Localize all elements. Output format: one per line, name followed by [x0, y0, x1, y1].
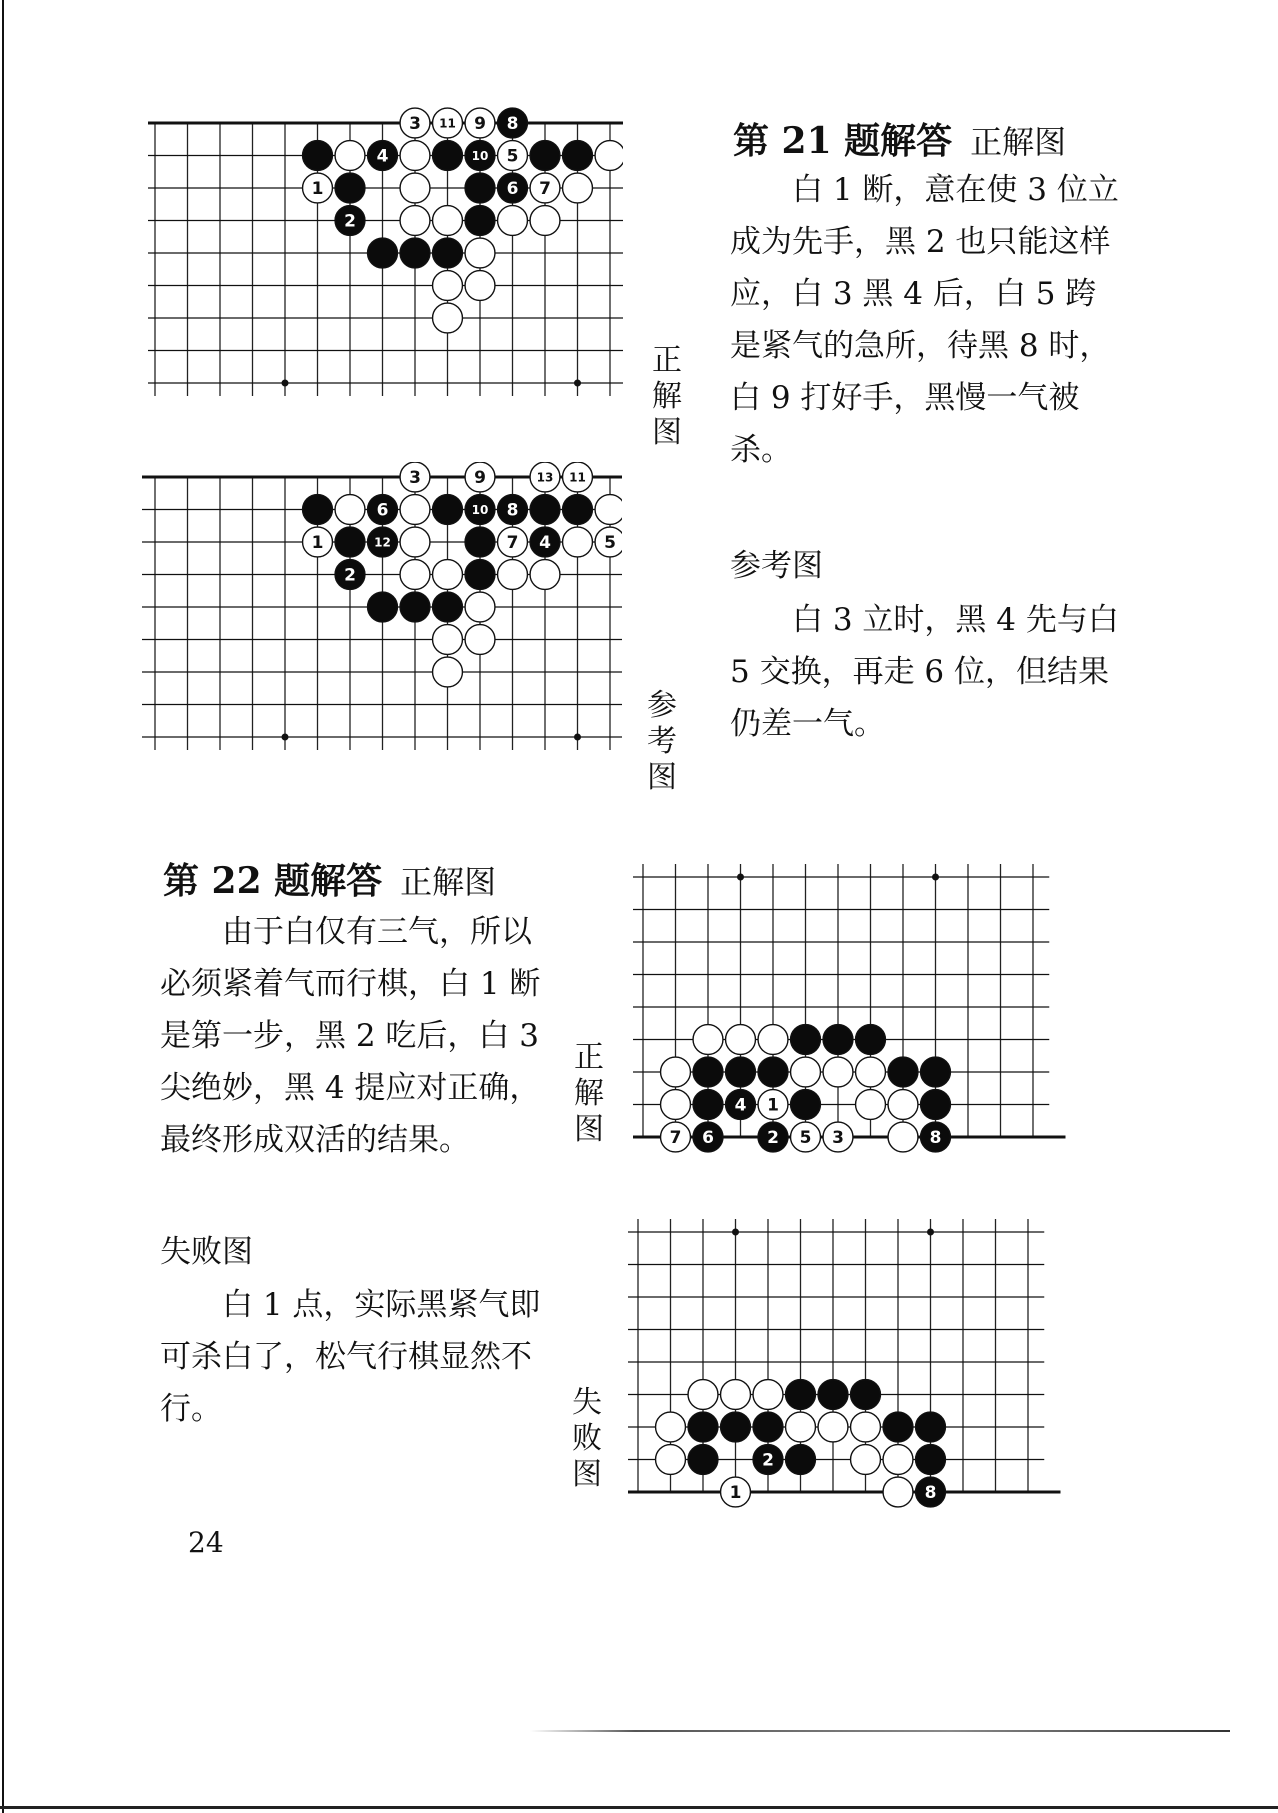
star-point: [932, 874, 939, 881]
black-stone: [335, 173, 365, 203]
move-number: 1: [311, 533, 324, 553]
white-stone: [530, 173, 560, 203]
white-stone: [303, 527, 333, 557]
black-stone: [368, 238, 398, 268]
star-point: [282, 734, 289, 741]
move-number: 2: [762, 1450, 774, 1471]
black-stone: [368, 527, 398, 557]
black-stone: [921, 1122, 951, 1152]
move-number: 2: [767, 1128, 779, 1148]
move-number: 9: [474, 468, 486, 488]
diagram-label-21-solution: 正 解 图: [652, 343, 682, 450]
black-stone: [726, 1090, 756, 1120]
black-stone: [921, 1057, 951, 1087]
black-stone: [758, 1057, 788, 1087]
page-border-left: [2, 0, 4, 1813]
move-number: 1: [311, 179, 324, 199]
white-stone: [400, 173, 430, 203]
white-stone: [498, 141, 528, 171]
black-stone: [921, 1090, 951, 1120]
black-stone: [688, 1412, 718, 1442]
white-stone: [530, 462, 560, 492]
black-stone: [563, 141, 593, 171]
subheading-reference-diagram: 参考图: [730, 548, 823, 584]
move-number: 12: [374, 535, 391, 550]
white-stone: [726, 1025, 756, 1055]
white-stone: [595, 527, 622, 557]
black-stone: [726, 1057, 756, 1087]
scan-artifact-line: [530, 1730, 1230, 1732]
move-number: 8: [506, 114, 519, 134]
move-number: 3: [409, 114, 421, 134]
white-stone: [721, 1380, 751, 1410]
black-stone: [400, 238, 430, 268]
white-stone: [595, 141, 623, 171]
move-number: 8: [929, 1128, 942, 1148]
black-stone: [688, 1445, 718, 1475]
white-stone: [786, 1412, 816, 1442]
black-stone: [465, 173, 495, 203]
black-stone: [303, 141, 333, 171]
white-stone: [791, 1057, 821, 1087]
move-number: 5: [604, 533, 616, 553]
move-number: 13: [536, 470, 554, 485]
white-stone: [693, 1025, 723, 1055]
star-point: [282, 380, 289, 387]
white-stone: [433, 108, 463, 138]
move-number: 2: [344, 565, 356, 586]
white-stone: [656, 1445, 686, 1475]
white-stone: [498, 527, 528, 557]
move-number: 7: [669, 1128, 682, 1148]
move-number: 1: [767, 1095, 779, 1116]
white-stone: [465, 238, 495, 268]
go-board-21-reference: [142, 462, 622, 792]
white-stone: [595, 495, 622, 525]
page-number: 24: [188, 1526, 224, 1559]
white-stone: [851, 1412, 881, 1442]
black-stone: [530, 527, 560, 557]
move-number: 5: [506, 146, 519, 167]
star-point: [927, 1229, 934, 1236]
white-stone: [758, 1090, 788, 1120]
white-stone: [400, 462, 430, 492]
white-stone: [656, 1412, 686, 1442]
black-stone: [465, 141, 495, 171]
black-stone: [530, 495, 560, 525]
white-stone: [823, 1057, 853, 1087]
move-number: 4: [539, 533, 551, 553]
white-stone: [823, 1122, 853, 1152]
move-number: 7: [539, 179, 551, 199]
diagram-label-22-solution: 正 解 图: [574, 1040, 604, 1147]
move-number: 6: [506, 179, 519, 199]
black-stone: [368, 141, 398, 171]
white-stone: [661, 1057, 691, 1087]
black-stone: [433, 141, 463, 171]
white-stone: [433, 303, 463, 333]
black-stone: [465, 495, 495, 525]
white-stone: [498, 206, 528, 236]
black-stone: [465, 560, 495, 590]
black-stone: [530, 141, 560, 171]
white-stone: [335, 495, 365, 525]
black-stone: [753, 1445, 783, 1475]
white-stone: [465, 271, 495, 301]
black-stone: [368, 495, 398, 525]
heading-problem-22: 第 22 题解答 正解图: [163, 860, 497, 902]
move-number: 10: [471, 503, 489, 517]
white-stone: [888, 1122, 918, 1152]
white-stone: [400, 108, 430, 138]
white-stone: [851, 1445, 881, 1475]
black-stone: [465, 527, 495, 557]
black-stone: [433, 592, 463, 622]
white-stone: [856, 1090, 886, 1120]
move-number: 11: [439, 116, 456, 131]
black-stone: [303, 495, 333, 525]
black-stone: [368, 592, 398, 622]
black-stone: [693, 1057, 723, 1087]
move-number: 6: [702, 1128, 714, 1148]
white-stone: [791, 1122, 821, 1152]
black-stone: [758, 1122, 788, 1152]
white-stone: [721, 1477, 751, 1507]
white-stone: [433, 657, 463, 687]
black-stone: [721, 1412, 751, 1442]
white-stone: [400, 141, 430, 171]
white-stone: [818, 1412, 848, 1442]
move-number: 11: [569, 470, 586, 485]
black-stone: [786, 1445, 816, 1475]
black-stone: [335, 560, 365, 590]
star-point: [732, 1229, 739, 1236]
white-stone: [563, 173, 593, 203]
white-stone: [530, 560, 560, 590]
black-stone: [335, 527, 365, 557]
white-stone: [433, 560, 463, 590]
diagram-label-22-failure: 失 败 图: [572, 1385, 602, 1492]
black-stone: [563, 495, 593, 525]
black-stone: [791, 1090, 821, 1120]
white-stone: [400, 206, 430, 236]
black-stone: [400, 592, 430, 622]
black-stone: [693, 1122, 723, 1152]
go-board-21-solution: [148, 105, 623, 435]
move-number: 8: [506, 500, 519, 521]
white-stone: [400, 560, 430, 590]
white-stone: [753, 1380, 783, 1410]
black-stone: [791, 1025, 821, 1055]
subheading-failure-diagram: 失败图: [160, 1234, 253, 1270]
move-number: 10: [471, 149, 489, 163]
white-stone: [883, 1445, 913, 1475]
white-stone: [758, 1025, 788, 1055]
heading-problem-21: 第 21 题解答 正解图: [733, 120, 1067, 162]
white-stone: [465, 108, 495, 138]
go-board-22-solution: [633, 830, 1113, 1160]
black-stone: [818, 1380, 848, 1410]
move-number: 1: [729, 1483, 742, 1503]
black-stone: [888, 1057, 918, 1087]
answer-text-22: 由于白仅有三气，所以必须紧着气而行棋，白 1 断是第一步，黑 2 吃后，白 3 尖绝妙，黑 4 提应对正确，最终形成双活的结果。: [160, 914, 541, 1158]
black-stone: [916, 1412, 946, 1442]
white-stone: [400, 495, 430, 525]
star-point: [737, 874, 744, 881]
black-stone: [916, 1477, 946, 1507]
white-stone: [465, 462, 495, 492]
white-stone: [303, 173, 333, 203]
black-stone: [823, 1025, 853, 1055]
move-number: 8: [924, 1483, 937, 1503]
white-stone: [563, 462, 593, 492]
star-point: [574, 734, 581, 741]
black-stone: [916, 1445, 946, 1475]
black-stone: [433, 238, 463, 268]
move-number: 3: [409, 468, 421, 488]
white-stone: [688, 1380, 718, 1410]
white-stone: [400, 527, 430, 557]
white-stone: [530, 206, 560, 236]
white-stone: [433, 206, 463, 236]
move-number: 2: [344, 211, 356, 232]
move-number: 3: [832, 1128, 844, 1148]
white-stone: [465, 592, 495, 622]
white-stone: [433, 271, 463, 301]
diagram-label-21-reference: 参 考 图: [647, 688, 677, 795]
black-stone: [498, 495, 528, 525]
black-stone: [465, 206, 495, 236]
star-point: [574, 380, 581, 387]
black-stone: [498, 173, 528, 203]
move-number: 9: [474, 114, 486, 134]
black-stone: [335, 206, 365, 236]
black-stone: [693, 1090, 723, 1120]
failure-text-22: 白 1 点，实际黑紧气即可杀白了，松气行棋显然不行。: [160, 1287, 541, 1427]
move-number: 7: [506, 533, 519, 553]
black-stone: [851, 1380, 881, 1410]
page-border-bottom: [0, 1806, 1278, 1809]
black-stone: [856, 1025, 886, 1055]
white-stone: [888, 1090, 918, 1120]
white-stone: [661, 1090, 691, 1120]
white-stone: [465, 625, 495, 655]
black-stone: [433, 495, 463, 525]
black-stone: [753, 1412, 783, 1442]
white-stone: [856, 1057, 886, 1087]
move-number: 5: [799, 1128, 812, 1148]
answer-text-21: 白 1 断，意在使 3 位立成为先手，黑 2 也只能这样应，白 3 黑 4 后，白 5 跨是紧气的急所，待黑 8 时，白 9 打好手，黑慢一气被杀。: [730, 172, 1119, 468]
black-stone: [786, 1380, 816, 1410]
white-stone: [498, 560, 528, 590]
white-stone: [433, 625, 463, 655]
move-number: 6: [376, 500, 389, 521]
move-number: 4: [376, 146, 389, 167]
reference-text-21: 白 3 立时，黑 4 先与白 5 交换，再走 6 位，但结果仍差一气。: [730, 602, 1119, 742]
white-stone: [661, 1122, 691, 1152]
black-stone: [498, 108, 528, 138]
go-board-22-failure: [628, 1185, 1113, 1515]
white-stone: [563, 527, 593, 557]
white-stone: [883, 1477, 913, 1507]
black-stone: [883, 1412, 913, 1442]
move-number: 4: [734, 1095, 747, 1116]
white-stone: [335, 141, 365, 171]
